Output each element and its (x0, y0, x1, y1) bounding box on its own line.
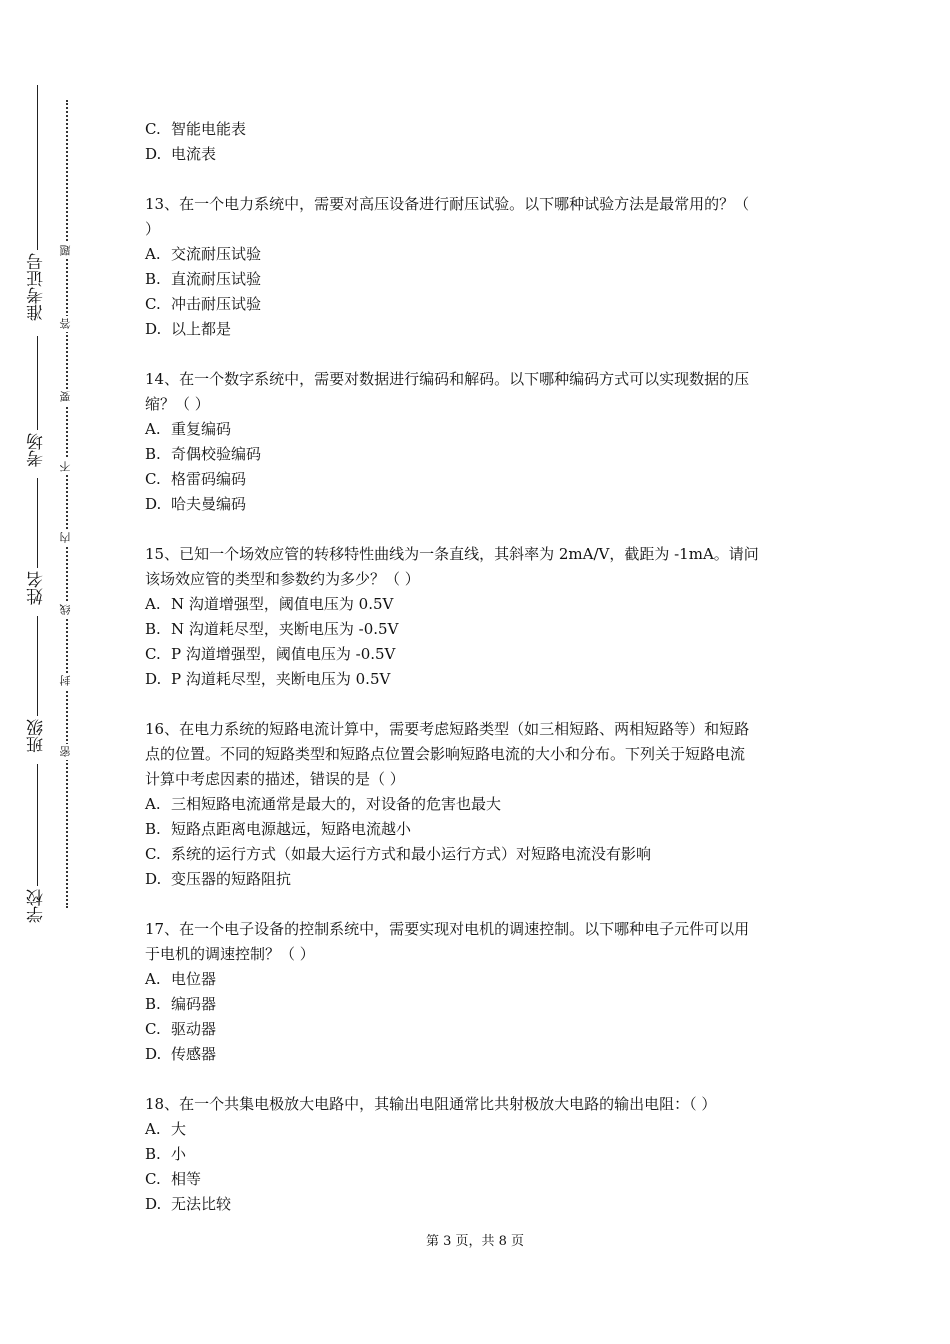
seal-char: 内 (58, 530, 74, 546)
option (145, 792, 810, 817)
option-text: 奇偶校验编码 (171, 445, 262, 463)
option-label: D. (145, 145, 162, 163)
question-13 (145, 192, 810, 342)
question-18 (145, 1092, 810, 1217)
seal-char: 不 (58, 459, 74, 475)
option (145, 967, 810, 992)
option (145, 1017, 810, 1042)
option-text: 以上都是 (171, 320, 232, 338)
question-15 (145, 542, 810, 692)
option-label: B. (145, 820, 161, 838)
option-label: A. (145, 970, 161, 988)
seal-char: 线 (58, 602, 74, 618)
exam-room-label: 考场 (27, 433, 47, 467)
option-text: 三相短路电流通常是最大的，对设备的危害也最大 (171, 795, 502, 813)
question-stem: 于电机的调速控制？（ ） (145, 945, 315, 963)
option-text: 系统的运行方式（如最大运行方式和最小运行方式）对短路电流没有影响 (171, 845, 652, 863)
option (145, 667, 810, 692)
option (145, 117, 810, 142)
option-label: C. (145, 645, 161, 663)
field-line (37, 764, 38, 886)
option-text: 驱动器 (171, 1020, 217, 1038)
seal-char: 要 (58, 389, 74, 405)
seal-dotted-line (66, 100, 68, 908)
question-stem: 14、在一个数字系统中，需要对数据进行编码和解码。以下哪种编码方式可以实现数据的压 (145, 370, 750, 388)
option (145, 992, 810, 1017)
field-line (37, 478, 38, 568)
option-label: C. (145, 120, 161, 138)
question-stem: 点的位置。不同的短路类型和短路点位置会影响短路电流的大小和分布。下列关于短路电流 (145, 745, 746, 763)
option-text: 小 (171, 1145, 187, 1163)
option (145, 1167, 810, 1192)
option-text: N 沟道增强型，阈值电压为 0.5V (171, 595, 394, 613)
option-label: D. (145, 670, 162, 688)
option (145, 617, 810, 642)
option-label: B. (145, 1145, 161, 1163)
option-text: 重复编码 (171, 420, 232, 438)
option-text: 电流表 (171, 145, 217, 163)
option (145, 1117, 810, 1142)
option-label: C. (145, 1170, 161, 1188)
option-text: 相等 (171, 1170, 202, 1188)
question-16 (145, 717, 810, 892)
question-stem: 该场效应管的类型和参数约为多少？（ ） (145, 570, 420, 588)
option (145, 867, 810, 892)
option-label: D. (145, 1195, 162, 1213)
option-label: C. (145, 295, 161, 313)
option (145, 317, 810, 342)
option-text: 智能电能表 (171, 120, 247, 138)
option-text: P 沟道耗尽型，夹断电压为 0.5V (171, 670, 391, 688)
option (145, 1142, 810, 1167)
continued-options (145, 117, 810, 167)
option-label: A. (145, 595, 161, 613)
option-label: A. (145, 795, 161, 813)
seal-char: 答 (58, 316, 74, 332)
option (145, 1192, 810, 1217)
field-line (37, 85, 38, 250)
field-line (37, 616, 38, 716)
option-text: 编码器 (171, 995, 217, 1013)
option (145, 817, 810, 842)
option (145, 592, 810, 617)
option-text: 格雷码编码 (171, 470, 247, 488)
option-text: 无法比较 (171, 1195, 232, 1213)
question-stem: 缩？（ ） (145, 395, 210, 413)
question-stem: ） (145, 220, 161, 238)
option (145, 842, 810, 867)
option-label: A. (145, 245, 161, 263)
option-text: P 沟道增强型，阈值电压为 -0.5V (171, 645, 396, 663)
option (145, 417, 810, 442)
option-text: 直流耐压试验 (171, 270, 262, 288)
field-line (37, 336, 38, 430)
option (145, 467, 810, 492)
option (145, 642, 810, 667)
exam-id-label: 准考证号 (27, 253, 47, 321)
class-label: 班级 (27, 719, 47, 753)
option-text: N 沟道耗尽型，夹断电压为 -0.5V (171, 620, 399, 638)
option-label: C. (145, 845, 161, 863)
option (145, 292, 810, 317)
option-text: 变压器的短路阻抗 (171, 870, 292, 888)
option-label: D. (145, 1045, 162, 1063)
option (145, 492, 810, 517)
option (145, 1042, 810, 1067)
school-label: 学校 (27, 889, 47, 923)
option-text: 交流耐压试验 (171, 245, 262, 263)
option-label: B. (145, 270, 161, 288)
option (145, 242, 810, 267)
option-label: B. (145, 620, 161, 638)
option (145, 442, 810, 467)
question-stem: 计算中考虑因素的描述，错误的是（ ） (145, 770, 405, 788)
option-text: 大 (171, 1120, 187, 1138)
question-stem: 13、在一个电力系统中，需要对高压设备进行耐压试验。以下哪种试验方法是最常用的？（ (145, 195, 750, 213)
option-label: C. (145, 1020, 161, 1038)
question-stem: 15、已知一个场效应管的转移特性曲线为一条直线，其斜率为 2mA/V，截距为 -1mA。请问 (145, 545, 759, 563)
option (145, 267, 810, 292)
option-label: A. (145, 1120, 161, 1138)
option-label: B. (145, 445, 161, 463)
question-stem: 16、在电力系统的短路电流计算中，需要考虑短路类型（如三相短路、两相短路等）和短路 (145, 720, 750, 738)
question-content (145, 117, 810, 1217)
option-text: 电位器 (171, 970, 217, 988)
option-text: 短路点距离电源越远，短路电流越小 (171, 820, 412, 838)
option-text: 传感器 (171, 1045, 217, 1063)
option-label: D. (145, 870, 162, 888)
question-14 (145, 367, 810, 517)
option-label: C. (145, 470, 161, 488)
option-label: D. (145, 495, 162, 513)
question-stem: 17、在一个电子设备的控制系统中，需要实现对电机的调速控制。以下哪种电子元件可以用 (145, 920, 750, 938)
question-stem: 18、在一个共集电极放大电路中，其输出电阻通常比共射极放大电路的输出电阻：（ ） (145, 1095, 717, 1113)
question-17 (145, 917, 810, 1067)
option (145, 142, 810, 167)
option-label: B. (145, 995, 161, 1013)
option-label: A. (145, 420, 161, 438)
seal-char: 密 (58, 744, 74, 760)
seal-char: 封 (58, 673, 74, 689)
name-label: 姓名 (27, 571, 47, 605)
page-number: 第 3 页，共 8 页 (425, 1234, 525, 1249)
option-text: 哈夫曼编码 (171, 495, 247, 513)
seal-char: 题 (58, 243, 74, 259)
option-text: 冲击耐压试验 (171, 295, 262, 313)
option-label: D. (145, 320, 162, 338)
